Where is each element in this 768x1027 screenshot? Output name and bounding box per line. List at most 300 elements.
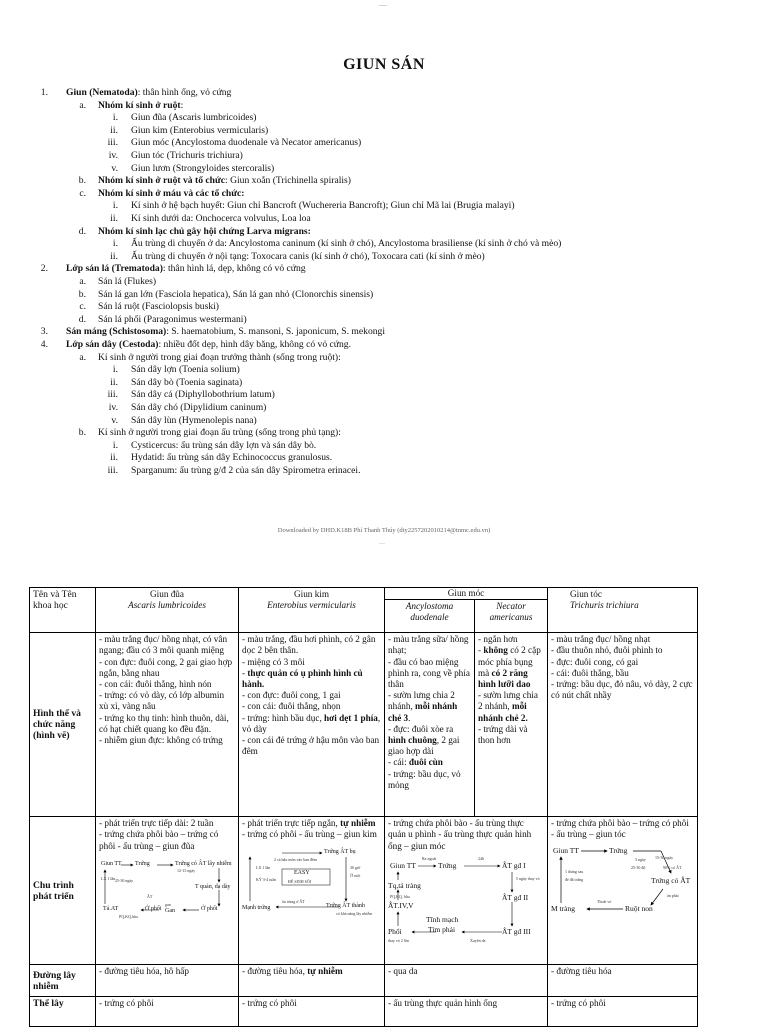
outline-item	[98, 352, 341, 365]
cell-dua	[96, 965, 239, 997]
text-run: - con đực: đuôi cong, 2 gai giao hợp ngắn, bằng nhau	[99, 656, 233, 678]
cell-line	[99, 998, 235, 1009]
outline-text: : thân hình lá, dẹp, không có vỏ cứng	[162, 263, 306, 275]
header-ancylostoma: Ancylostoma duodenale	[385, 600, 475, 633]
header-name: Giun kim	[294, 589, 329, 599]
outline-item	[98, 289, 373, 302]
note-at: ÂT	[147, 893, 153, 899]
outline-item	[131, 402, 266, 415]
outline-number: a.	[79, 351, 86, 363]
text-run: - cái:	[388, 757, 409, 768]
bold-text: không	[483, 645, 508, 656]
text-run: - ấu trùng thực quản hình ống	[388, 998, 498, 1009]
row-label: Đường lây nhiễm	[30, 965, 96, 997]
cell-line	[388, 769, 471, 791]
cell-line	[551, 634, 694, 645]
outline-number: a.	[79, 276, 86, 287]
cell-line	[99, 657, 235, 679]
outline-number: 2.	[40, 263, 48, 275]
cell-line	[242, 998, 381, 1009]
outline-item	[131, 125, 268, 138]
outline-text: Ấu trùng di chuyển ở nội tạng: Toxocara canis (kí sinh ở chó), Toxocara cati (kí sinh ở mèo)	[131, 250, 485, 262]
cell-line	[551, 998, 694, 1009]
node-sinh-soi: ĐỂ SINH SÔI	[288, 878, 312, 884]
outline-text: Hydatid: ấu trùng sán dây Echinococcus granulosus.	[131, 452, 333, 464]
outline-number: 4.	[40, 339, 48, 350]
row-label: Chu trình phát triển	[30, 817, 96, 965]
cell-toc	[548, 817, 698, 965]
outline-item	[98, 301, 219, 314]
node-trung-at: Trứng có ÂT lây nhiễm	[175, 860, 232, 867]
row-chu-trinh	[30, 817, 698, 965]
cell-line	[99, 818, 235, 829]
outline-text: Kí sinh ở người trong giai đoạn trưởng thành (sống trong ruột):	[98, 351, 341, 363]
text-run: - nhiễm giun đực: không có trứng	[99, 735, 223, 746]
text-run: - trứng chứa phôi bào – trứng có phôi - ấu trùng – giun tóc	[551, 818, 689, 840]
outline-number: i.	[112, 200, 118, 212]
row-label: Hình thể và chức năng (hình vẽ)	[30, 633, 96, 817]
header-name: Giun tóc	[570, 589, 602, 599]
note-thay-vo: thay vỏ 2 lần	[388, 937, 409, 943]
cell-line	[551, 818, 694, 840]
note-ra-ngoai: Ra ngoài	[422, 855, 437, 861]
outline-item	[131, 112, 257, 125]
outline-item	[131, 238, 561, 251]
bold-text: đuôi cùn	[408, 757, 443, 768]
outline-number: d.	[78, 225, 86, 237]
outline-number: 1.	[40, 87, 48, 98]
outline-text: : Giun xoắn (Trichinella spiralis)	[225, 175, 351, 187]
node-manh-trung: Mạnh trứng	[242, 904, 271, 911]
row-hinh-the	[30, 633, 698, 817]
text-run: - phát triển trực tiếp dài: 2 tuần	[99, 818, 214, 829]
outline-bold-text: Nhóm kí sinh ở máu và các tổ chức:	[98, 187, 245, 199]
node-ruot-non: Ruột non	[625, 903, 653, 913]
outline-item	[98, 188, 244, 201]
outline-number: d.	[78, 313, 86, 325]
note-25-30: 25-30 ngày	[115, 877, 134, 883]
cell-line	[242, 701, 381, 712]
outline-item	[98, 427, 341, 440]
header-corner: Tên và Tên khoa học	[30, 588, 96, 633]
outline-text: Giun lươn (Strongyloides stercoralis)	[131, 162, 275, 174]
outline-number: iii.	[107, 389, 118, 401]
header-giun-dua	[96, 588, 239, 633]
text-run: -	[478, 645, 484, 656]
header-giun-kim	[239, 588, 385, 633]
outline-number: c.	[79, 301, 86, 313]
cell-toc	[548, 997, 698, 1027]
text-run: - màu trắng đục/ hồng nhạt	[551, 634, 651, 645]
cell-toc	[548, 965, 698, 997]
cell-line	[478, 634, 544, 645]
cell-line	[242, 735, 381, 757]
outline-bold-text: Nhóm kí sinh lạc chủ gây hội chứng Larva migrans:	[98, 225, 311, 237]
outline-item	[98, 175, 351, 188]
cell-line	[551, 645, 694, 656]
node-trung-co-at: Trứng có ÂT	[651, 875, 691, 885]
outline-number: a.	[79, 99, 86, 111]
outline-number: ii.	[110, 376, 118, 388]
outline-text: Giun kim (Enterobius vermicularis)	[131, 124, 269, 136]
outline-item	[131, 465, 360, 478]
outline-text: Sán dây chó (Dipylidium caninum)	[131, 402, 267, 413]
text-run: , 2 gai giao hợp dài	[388, 735, 460, 757]
header-giun-moc: Giun móc	[385, 588, 548, 600]
cell-line	[388, 966, 544, 977]
note-36h: 36 giờ	[350, 864, 361, 870]
outline-text: : thân hình ống, vỏ cứng	[137, 87, 232, 98]
outline-item	[98, 226, 311, 239]
text-run: - trứng chứa phôi bào - ấu trùng thực quản u phình - ấu trùng thực quản hình ống – giun móc	[388, 818, 532, 851]
bold-text: hình chuông	[388, 735, 437, 746]
cell-moc-necator	[475, 633, 548, 817]
note-lx: LX 1 lần	[256, 864, 271, 870]
outline-bold-text: Giun (Nematoda)	[66, 87, 138, 98]
text-run: - đầu thuôn nhỏ, đuôi phình to	[551, 645, 663, 656]
outline-number: iii.	[107, 137, 118, 149]
cell-line	[388, 757, 471, 768]
outline-item	[66, 263, 306, 276]
cell-dua	[96, 997, 239, 1027]
cell-line	[242, 657, 381, 668]
text-run: - trứng có phôi - ấu trùng – giun kim	[242, 829, 377, 840]
bold-text: có 2 răng hình lưỡi dao	[478, 667, 531, 690]
text-run: - cái: đuôi thẳng, bầu	[551, 667, 629, 678]
cell-toc	[548, 633, 698, 817]
footer-mark: —	[379, 541, 385, 547]
bold-text: hơi dẹt 1 phía	[324, 712, 378, 723]
outline-item	[131, 452, 332, 465]
outline-item	[131, 377, 242, 390]
node-ta-at: Tá.AT	[103, 905, 119, 912]
text-run: - con đực: đuôi cong, 1 gai	[242, 690, 341, 701]
cell-line	[551, 966, 694, 977]
note-xuyen-da: Xuyên da	[470, 937, 486, 943]
text-run: - đường tiêu hóa, hô hấp	[99, 966, 189, 977]
text-run: - trứng ko thụ tinh: hình thuôn, dài, có hạt chiết quang ko đều đặn.	[99, 712, 229, 734]
outline-number: ii.	[110, 124, 118, 136]
row-label: Thể lây	[30, 997, 96, 1027]
outline-item	[98, 276, 156, 289]
row-duong-lay	[30, 965, 698, 997]
text-run: - con cái: đuôi thẳng, hình nón	[99, 679, 212, 690]
outline-number: b.	[78, 427, 86, 439]
text-run: - con cái: đuôi thẳng, nhọn	[242, 701, 341, 712]
cell-moc-ancylostoma	[385, 633, 475, 817]
text-run: - màu trắng đục/ hồng nhạt, có vân ngang; đầu có 3 môi quanh miệng	[99, 634, 228, 656]
cell-kim	[239, 965, 385, 997]
text-run: - trứng có phôi	[242, 998, 297, 1009]
node-trung-at-bu: Trứng ÂT bụ	[324, 848, 356, 855]
header-sci: Ascaris lumbricoides	[128, 600, 206, 611]
outline-number: iii.	[107, 465, 118, 476]
download-footer: Downloaded by DHD.K18B Phí Thanh Thúy (dty2257202010214@tnmc.edu.vn)	[277, 527, 491, 534]
cell-line	[478, 645, 544, 690]
cell-line	[551, 668, 694, 679]
text-run: - sườn lưng chia 2 nhánh,	[388, 690, 455, 712]
outline-number: i.	[112, 238, 118, 250]
text-run: -	[242, 667, 248, 678]
outline-number: v.	[111, 414, 118, 426]
node-tq-ta-trang: Tq,tá tràng	[388, 880, 421, 890]
cell-line	[99, 679, 235, 690]
node-easy: EASY	[294, 869, 310, 876]
note-au-trung: ấu trùng ở ÂT	[282, 898, 305, 904]
node-at-gd2: ÂT gđ II	[502, 892, 529, 902]
lifecycle-diagram-giun-dua	[99, 854, 235, 924]
cell-line	[478, 724, 544, 746]
cell-moc	[385, 997, 548, 1027]
cell-line	[242, 829, 381, 840]
outline-bold-text: Sán máng (Schistosoma)	[66, 326, 167, 338]
text-run: - trứng: bầu dục, vỏ mỏng	[388, 768, 461, 790]
note-an-phai: ăn phải	[667, 892, 679, 898]
note-90: 90% có ÂT	[663, 864, 682, 870]
text-run: .	[408, 712, 411, 723]
header-necator: Necator americanus	[475, 600, 548, 633]
header-sci: Trichuris trichiura	[570, 600, 639, 611]
outline-text: Sán lá gan lớn (Fasciola hepatica), Sán lá gan nhỏ (Clonorchis sinensis)	[98, 288, 374, 300]
outline-text: Sán dây cá (Diphyllobothrium latum)	[131, 389, 275, 401]
outline-item	[98, 314, 247, 327]
outline-text: Sán lá phổi (Paragonimus westermani)	[98, 313, 247, 325]
outline-text: :	[180, 99, 184, 111]
outline-number: i.	[112, 364, 118, 376]
outline-item	[131, 440, 316, 453]
text-run: - màu trắng, đầu hơi phình, có 2 gân dọc 2 bên thân.	[242, 634, 376, 656]
outline-number: iv.	[108, 402, 118, 413]
text-run: - trứng: có vỏ dày, có lớp albumin xù xì, vàng nâu	[99, 690, 225, 712]
cell-dua	[96, 633, 239, 817]
node-phoi: Phổi	[388, 926, 402, 936]
bold-text: tự nhiễm	[307, 966, 343, 977]
node-trung: Trứng	[609, 845, 628, 855]
cell-dua	[96, 817, 239, 965]
node-giun-tt: Giun TT	[390, 860, 416, 870]
cell-kim	[239, 817, 385, 965]
outline-item	[131, 251, 485, 264]
text-run: - ngắn hơn	[478, 634, 518, 645]
cell-line	[551, 679, 694, 701]
cell-moc	[385, 817, 548, 965]
text-run: - con cái đẻ trứng ở hậu môn vào ban đêm	[242, 735, 380, 757]
outline-text: Sán lá ruột (Fasciolopsis buski)	[98, 301, 219, 313]
cell-line	[242, 690, 381, 701]
text-run: - trứng: bầu dục, đỏ nâu, vỏ dày, 2 cực có nút chất nhầy	[551, 679, 693, 701]
outline-text: Giun tóc (Trichuris trichiura)	[131, 150, 243, 161]
lifecycle-diagram-giun-moc	[388, 854, 544, 946]
cell-kim	[239, 633, 385, 817]
node-tinh-mach: Tĩnh mạch	[426, 914, 459, 924]
node-m-trang: M tràng	[551, 903, 575, 913]
cell-text	[551, 818, 694, 840]
cell-line	[388, 634, 471, 656]
note-3-ngay: 3 ngày	[635, 856, 646, 862]
node-trung: Trứng	[438, 860, 457, 870]
note-15-30: 15-30 ngày	[655, 854, 674, 860]
cell-line	[551, 657, 694, 668]
bold-text: mỗi nhánh chẻ 2.	[478, 701, 528, 723]
cell-line	[242, 818, 381, 829]
outline-text: Giun móc (Ancylostoma duodenale và Necator americanus)	[131, 137, 362, 149]
outline-number: ii.	[110, 250, 118, 262]
node-giun-tt: Giun TT	[101, 860, 122, 867]
outline-bold-text: Nhóm kí sinh ở ruột	[98, 99, 181, 111]
node-t-quan: T quản, dạ dày	[195, 883, 231, 890]
text-run: - đực: đuôi cong, có gai	[551, 656, 639, 667]
outline-number: 3.	[40, 326, 48, 338]
note-thoat-vo: Thoát vỏ	[597, 898, 612, 904]
node-giun-tt: Giun TT	[553, 845, 579, 855]
text-run: - phát triển trực tiếp ngắn,	[242, 818, 341, 829]
outline-number: c.	[79, 187, 86, 199]
outline-text: : nhiều đốt dẹp, hình dây băng, không có vỏ cứng.	[158, 339, 351, 350]
note-12-15: 12-15 ngày	[177, 867, 196, 873]
note-o-ruot: Ở ruột	[350, 872, 361, 878]
outline-item	[131, 150, 243, 163]
cell-moc	[385, 965, 548, 997]
comparison-table	[29, 587, 698, 1027]
outline-bold-text: Lớp sán dây (Cestoda)	[66, 339, 159, 350]
cell-line	[99, 735, 235, 746]
node-at-iv-v: ÂT.IV,V	[388, 900, 414, 910]
note-24h: 24h	[478, 855, 484, 861]
outline-number: b.	[78, 288, 86, 300]
header-sci: Enterobius vermicularis	[267, 600, 356, 611]
note-pq: PQ,KQ, hầu	[390, 893, 410, 899]
note-lx: LX 1 lần	[101, 875, 116, 881]
note-5-ngay: 5 ngày thay vỏ	[516, 875, 540, 881]
cell-line	[99, 966, 235, 977]
note-hau-mon: 2 cá hậu môn vào ban đêm	[274, 856, 317, 862]
outline-text: Kí sinh ở hệ bạch huyết: Giun chỉ Bancroft (Wuchereria Bancroft); Giun chỉ Mã lai (Brugia malayi)	[131, 200, 515, 212]
cell-line	[242, 668, 381, 690]
outline-item	[66, 326, 385, 339]
header-name: Giun đũa	[150, 589, 184, 599]
cell-line	[388, 724, 471, 758]
bold-text: mỗi nhánh chẻ 3	[388, 701, 458, 723]
text-run: - trứng dài và thon hơn	[478, 723, 528, 746]
cell-line	[388, 998, 544, 1009]
cell-line	[99, 829, 235, 851]
note-lay-nhiem: có khả năng lây nhiễm	[336, 910, 373, 916]
outline-item	[131, 389, 275, 402]
node-gan: Gan	[165, 907, 175, 914]
outline-text: Sparganum: ấu trùng g/đ 2 của sán dây Spirometra erinacei.	[131, 465, 361, 476]
cell-line	[478, 690, 544, 724]
row-the-lay	[30, 997, 698, 1027]
cell-text	[99, 818, 235, 852]
page-top-mark: —	[379, 0, 387, 9]
cell-line	[388, 657, 471, 691]
outline-text: Sán dây bò (Toenia saginata)	[131, 376, 243, 388]
text-run: - đực: đuôi xòe ra	[388, 723, 454, 734]
node-o-phoi-2: Ở phổi	[201, 905, 218, 912]
outline-number: i.	[112, 439, 118, 451]
header-giun-toc	[548, 588, 698, 633]
text-run: có 2 cặp móc phía bụng mà	[478, 645, 541, 678]
outline-text: Ấu trùng di chuyển ở da: Ancylostoma caninum (kí sinh ở chó), Ancylostoma brasiliense (kí sinh ở chó và mèo)	[131, 238, 562, 250]
text-run: - trứng chứa phôi bào – trứng có phôi - ấu trùng – giun đũa	[99, 829, 219, 851]
note-1-thang: 1 tháng sau	[565, 868, 584, 874]
node-at-gd1: ÂT gđ I	[502, 860, 526, 870]
text-run: - đầu có bao miệng phình ra, cong về phía thân	[388, 656, 470, 690]
table-header-row	[30, 588, 698, 600]
cell-line	[99, 690, 235, 712]
outline-text: Kí sinh dưới da: Onchocerca volvulus, Loa loa	[131, 213, 311, 224]
outline-text: Sán dây lợn (Toenia solium)	[131, 364, 240, 376]
page-title: GIUN SÁN	[343, 56, 425, 73]
note-gan: gan	[165, 901, 171, 907]
outline-text: : S. haematobium, S. mansoni, S. japonicum, S. mekongi	[166, 326, 386, 338]
text-run: - đường tiêu hóa,	[242, 966, 308, 977]
text-run: - qua da	[388, 966, 418, 977]
text-run: - trứng có phôi	[99, 998, 154, 1009]
cell-line	[99, 634, 235, 656]
text-run: - màu trắng sữa/ hồng nhạt;	[388, 634, 469, 656]
outline-item	[131, 415, 257, 428]
outline-number: ii.	[110, 213, 118, 224]
note-ky: KỲ 3-4 tuần	[256, 876, 276, 882]
node-tim-phai: Tim phải	[428, 924, 456, 934]
text-run: - đường tiêu hóa	[551, 966, 612, 977]
lifecycle-diagram-giun-toc	[551, 843, 695, 919]
outline-number: b.	[78, 175, 86, 187]
outline-text: Sán dây lùn (Hymenolepis nana)	[131, 414, 257, 426]
outline-number: i.	[112, 112, 118, 124]
bold-text: thực quản có ụ phình hình củ hành.	[242, 667, 363, 690]
outline-item	[66, 339, 351, 352]
node-at-gd3: ÂT gđ III	[502, 926, 531, 936]
outline-number: v.	[111, 162, 118, 174]
cell-line	[388, 690, 471, 724]
outline-item	[66, 87, 231, 100]
bold-text: tự nhiễm	[340, 818, 376, 829]
outline-text: Cysticercus: ấu trùng sán dây lợn và sán dây bò.	[131, 439, 317, 451]
node-trung-at-thanh: Trứng ÂT thành	[326, 902, 365, 909]
outline-item	[131, 137, 361, 150]
outline-bold-text: Nhóm kí sinh ở ruột và tổ chức	[98, 175, 226, 187]
cell-text	[242, 818, 381, 840]
note-pq: PQ,KQ,hầu	[119, 913, 138, 919]
outline-number: ii.	[110, 452, 118, 464]
outline-bold-text: Lớp sán lá (Trematoda)	[66, 263, 163, 275]
cell-line	[99, 713, 235, 735]
outline-text: Sán lá (Flukes)	[98, 276, 157, 287]
note-25-30: 25-30 độ	[631, 864, 646, 870]
text-run: - sườn lưng chia 2 nhánh,	[478, 690, 538, 712]
node-trung: Trứng	[135, 860, 150, 867]
outline-item	[131, 200, 515, 213]
outline-item	[131, 364, 240, 377]
cell-line	[242, 634, 381, 656]
cell-text	[388, 818, 544, 852]
text-run: - trứng: hình bầu dục,	[242, 712, 325, 723]
cell-line	[388, 818, 544, 852]
lifecycle-diagram-giun-kim	[242, 843, 382, 915]
node-o-phoi: Ở phổi	[145, 905, 162, 912]
cell-kim	[239, 997, 385, 1027]
outline-number: iv.	[108, 150, 118, 161]
outline-text: Giun đũa (Ascaris lumbricoides)	[131, 112, 257, 124]
cell-line	[242, 966, 381, 977]
cell-line	[242, 713, 381, 735]
text-run: - miệng có 3 môi	[242, 656, 305, 667]
text-run: - trứng có phôi	[551, 998, 606, 1009]
outline-item	[131, 163, 274, 176]
outline-item	[98, 100, 183, 113]
